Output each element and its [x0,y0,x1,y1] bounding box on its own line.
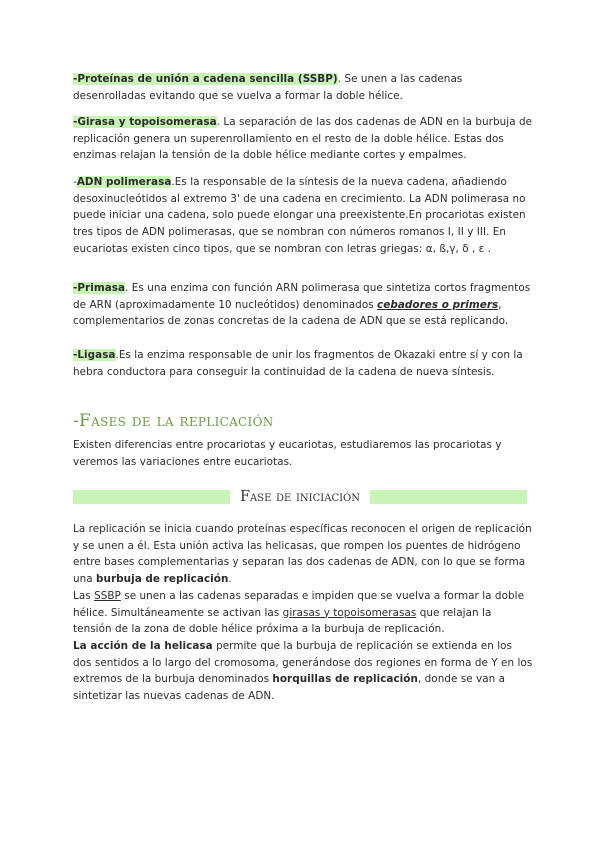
ssbp-mid: se unen a las cadenas separadas e impiden que se vuelva a formar la doble hélice. Simultáneamente se activan las [73,590,525,619]
paragraph-iniciacion-2 [73,588,533,638]
term-ssbp-underlined: SSBP [94,590,121,602]
paragraph-ligasa [73,347,533,380]
term-girasas-underlined: girasas y topoisomerasas [282,606,417,619]
paragraph-girasa [73,114,533,164]
term-ligasa: -Ligasa [73,349,116,361]
ligasa-description: .Es la enzima responsable de unir los fragmentos de Okazaki entre sí y con la hebra conductora para conseguir la continuidad de la cadena de nueva síntesis. [73,349,523,378]
paragraph-primasa [73,280,533,330]
primasa-description-1: . Es una enzima con función ARN polimerasa que sintetiza cortos fragmentos de ARN (aproximadamente 10 nucleótidos) denominados [73,282,531,311]
banner-bar-left [73,490,230,504]
term-helicasa: La acción de la helicasa [73,640,213,652]
adn-polimerasa-description: .Es la responsable de la síntesis de la nueva cadena, añadiendo desoxinucleótidos al extremo 3' de una cadena en crecimiento. La ADN polimerasa no puede iniciar una cadena, solo puede elongar una preexistente.En procariotas existen tres tipos de ADN polimerasas, que se nombran con números romanos I, II y III. En eucariotas existen cinco tipos, que se nombran con letras griegas: α, ß,γ, δ , ε . [73,176,526,255]
paragraph-iniciacion-1 [73,521,533,588]
term-girasa: -Girasa y topoisomerasa [73,116,217,128]
iniciacion-text-1: La replicación se inicia cuando proteínas específicas reconocen el origen de replicación y se unen a él. Esta unión activa las helicasas, que rompen los puentes de hidrógeno entre bases complementarias y separan las dos cadenas de ADN, con lo que se forma una [73,523,532,586]
phase-banner [73,489,527,505]
term-primasa: -Primasa [73,282,126,294]
primasa-description-2: , complementarios de zonas concretas de la cadena de ADN que se está replicando. [73,298,509,328]
term-horquillas: horquillas de replicación [272,673,418,686]
helicasa-text: permite que la burbuja de replicación se extienda en los dos sentidos a lo largo del cromosoma, generándose dos regiones en forma de Y en los extremos de la burbuja denominados [73,640,533,686]
girasa-description: . La separación de las dos cadenas de ADN en la burbuja de replicación genera un superenrollamiento en el resto de la doble hélice. Estas dos enzimas relajan la tensión de la doble hélice mediante cortes y empalmes. [73,116,533,162]
term-ssbp: -Proteínas de unión a cadena sencilla (SSBP) [73,73,338,85]
term-adn-polimerasa: ADN polimerasa [76,176,172,188]
iniciacion-text-1-end: . [228,573,232,586]
horquillas-end: , donde se van a sintetizar las nuevas cadenas de ADN. [73,673,506,703]
term-cebadores: cebadores o primers [377,298,499,311]
banner-bar-right [370,490,527,504]
paragraph-iniciacion-3 [73,638,533,705]
section-title: -Fases de la replicación [73,411,274,431]
intro-paragraph: Existen diferencias entre procariotas y eucariotas, estudiaremos las procariotas y veremos las variaciones entre eucariotas. [73,439,502,468]
ssbp-pre: Las [73,590,95,602]
dash: - [73,176,77,188]
girasas-mid: que relajan la tensión de la zona de doble hélice próxima a la burbuja de replicación. [73,606,492,636]
paragraph-ssbp [73,71,533,104]
ssbp-description: . Se unen a las cadenas desenrolladas evitando que se vuelva a formar la doble hélice. [73,73,463,102]
term-burbuja: burbuja de replicación [96,573,229,586]
paragraph-adn-polimerasa [73,174,533,258]
banner-title: Fase de iniciación [240,489,360,505]
